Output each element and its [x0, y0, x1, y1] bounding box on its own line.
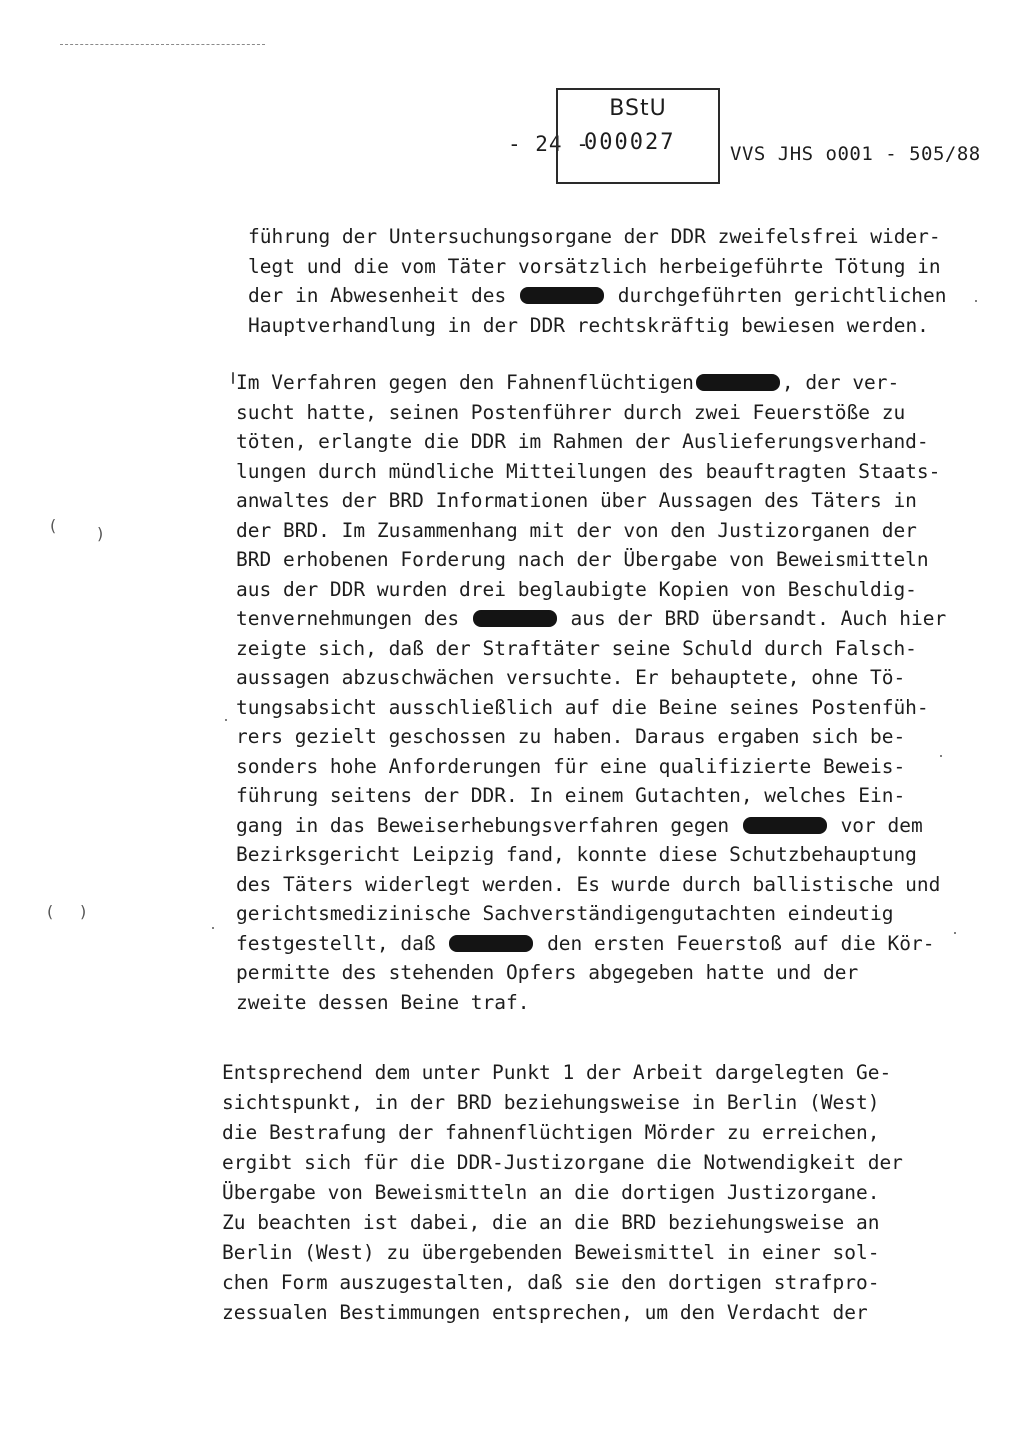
margin-mark: )	[80, 902, 87, 921]
text-line	[236, 634, 976, 664]
text-line	[236, 604, 976, 634]
text-segment: der BRD. Im Zusammenhang mit der von den Justizorganen der	[236, 518, 917, 542]
redaction-bar	[520, 287, 604, 304]
text-line	[236, 870, 976, 900]
scan-speck	[940, 755, 942, 757]
text-segment: zeigte sich, daß der Straftäter seine Schuld durch Falsch-	[236, 636, 917, 660]
stamp-archive-name: BStU	[609, 96, 667, 121]
text-segment: den ersten Feuerstoß auf die Kör-	[535, 931, 935, 955]
text-line	[248, 281, 988, 311]
text-line	[222, 1148, 962, 1178]
text-line	[248, 252, 988, 282]
redaction-bar	[449, 935, 533, 952]
text-segment: Entsprechend dem unter Punkt 1 der Arbeit dargelegten Ge-	[222, 1061, 892, 1084]
paragraph-1	[248, 222, 988, 340]
text-line	[222, 1088, 962, 1118]
text-segment: rers gezielt geschossen zu haben. Daraus ergaben sich be-	[236, 725, 906, 748]
scan-speck	[954, 932, 956, 934]
text-segment: tungsabsicht ausschließlich auf die Beine seines Postenfüh-	[236, 695, 929, 719]
text-line	[236, 398, 976, 428]
text-segment: durchgeführten gerichtlichen	[606, 284, 947, 307]
text-line	[222, 1298, 962, 1328]
text-line	[236, 457, 976, 487]
text-segment: führung der Untersuchungsorgane der DDR zweifelsfrei wider-	[248, 225, 941, 248]
text-line	[236, 575, 976, 605]
text-line	[236, 958, 976, 988]
text-line	[236, 663, 976, 693]
stamp-sheet-number: 000027	[584, 130, 676, 155]
archive-stamp	[556, 88, 720, 184]
text-segment: vor dem	[828, 813, 923, 837]
text-segment: zessualen Bestimmungen entsprechen, um den Verdacht der	[222, 1301, 868, 1324]
text-line	[236, 811, 976, 841]
text-segment: aus der BRD übersandt. Auch hier	[558, 607, 947, 630]
text-segment: anwaltes der BRD Informationen über Aussagen des Täters in	[236, 489, 917, 512]
header-rule	[60, 44, 265, 45]
text-line	[248, 311, 988, 341]
paragraph-3	[222, 1058, 962, 1328]
margin-mark: )	[97, 524, 104, 543]
text-segment: Übergabe von Beweismitteln an die dortigen Justizorgane.	[222, 1181, 880, 1204]
text-line	[236, 368, 976, 398]
text-segment: des Täters widerlegt werden. Es wurde durch ballistische und	[236, 872, 941, 896]
text-line	[236, 752, 976, 782]
text-segment: zweite dessen Beine traf.	[236, 990, 530, 1014]
text-segment: der in Abwesenheit des	[248, 284, 519, 307]
text-segment: legt und die vom Täter vorsätzlich herbeigeführte Tötung in	[248, 254, 941, 278]
text-line	[248, 222, 988, 252]
text-line	[236, 988, 976, 1018]
text-segment: lungen durch mündliche Mitteilungen des beauftragten Staats-	[236, 459, 941, 483]
text-line	[222, 1118, 962, 1148]
text-segment: permitte des stehenden Opfers abgegeben hatte und der	[236, 961, 859, 984]
text-segment: Berlin (West) zu übergebenden Beweismittel in einer sol-	[222, 1241, 880, 1264]
text-segment: festgestellt, daß	[236, 931, 448, 955]
text-line	[236, 516, 976, 546]
text-segment: töten, erlangte die DDR im Rahmen der Auslieferungsverhand-	[236, 430, 929, 453]
margin-mark: (	[47, 902, 54, 921]
text-segment: sichtspunkt, in der BRD beziehungsweise in Berlin (West)	[222, 1091, 880, 1114]
text-line	[236, 781, 976, 811]
text-segment: sucht hatte, seinen Postenführer durch zwei Feuerstöße zu	[236, 400, 906, 424]
text-segment: sonders hohe Anforderungen für eine qualifizierte Beweis-	[236, 754, 906, 778]
redaction-bar	[696, 374, 780, 391]
text-line	[236, 899, 976, 929]
scan-speck	[212, 927, 214, 929]
text-segment: die Bestrafung der fahnenflüchtigen Mörder zu erreichen,	[222, 1121, 880, 1144]
page-number: - 24 -	[508, 132, 590, 156]
text-line	[236, 722, 976, 752]
scan-speck	[975, 300, 977, 302]
text-line	[236, 693, 976, 723]
redaction-bar	[743, 817, 827, 834]
text-segment: Hauptverhandlung in der DDR rechtskräftig bewiesen werden.	[248, 313, 929, 337]
text-segment: führung seitens der DDR. In einem Gutachten, welches Ein-	[236, 784, 906, 807]
text-line	[222, 1268, 962, 1298]
margin-mark: (	[50, 516, 57, 535]
text-segment: ergibt sich für die DDR-Justizorgane die Notwendigkeit der	[222, 1151, 903, 1174]
text-segment: BRD erhobenen Forderung nach der Übergabe von Beweismitteln	[236, 548, 929, 571]
text-line	[222, 1238, 962, 1268]
text-segment: Bezirksgericht Leipzig fand, konnte diese Schutzbehauptung	[236, 843, 917, 866]
scan-speck	[232, 372, 234, 384]
text-line	[236, 545, 976, 575]
text-segment: chen Form auszugestalten, daß sie den dortigen strafpro-	[222, 1271, 880, 1294]
text-line	[222, 1058, 962, 1088]
text-segment: gerichtsmedizinische Sachverständigengutachten eindeutig	[236, 902, 894, 925]
paragraph-2	[236, 368, 976, 1017]
text-line	[236, 427, 976, 457]
text-segment: aussagen abzuschwächen versuchte. Er behauptete, ohne Tö-	[236, 666, 906, 689]
text-line	[222, 1178, 962, 1208]
text-segment: gang in das Beweiserhebungsverfahren gegen	[236, 813, 741, 837]
text-segment: aus der DDR wurden drei beglaubigte Kopien von Beschuldig-	[236, 577, 917, 601]
text-line	[236, 840, 976, 870]
text-line	[236, 486, 976, 516]
document-reference: VVS JHS o001 - 505/88	[730, 143, 981, 165]
redaction-bar	[473, 610, 557, 627]
text-line	[236, 929, 976, 959]
text-segment: , der ver-	[781, 371, 900, 394]
text-segment: Zu beachten ist dabei, die an die BRD beziehungsweise an	[222, 1211, 880, 1234]
text-segment: Im Verfahren gegen den Fahnenflüchtigen	[236, 371, 694, 394]
scan-speck	[225, 719, 227, 721]
text-line	[222, 1208, 962, 1238]
text-segment: tenvernehmungen des	[236, 607, 471, 630]
